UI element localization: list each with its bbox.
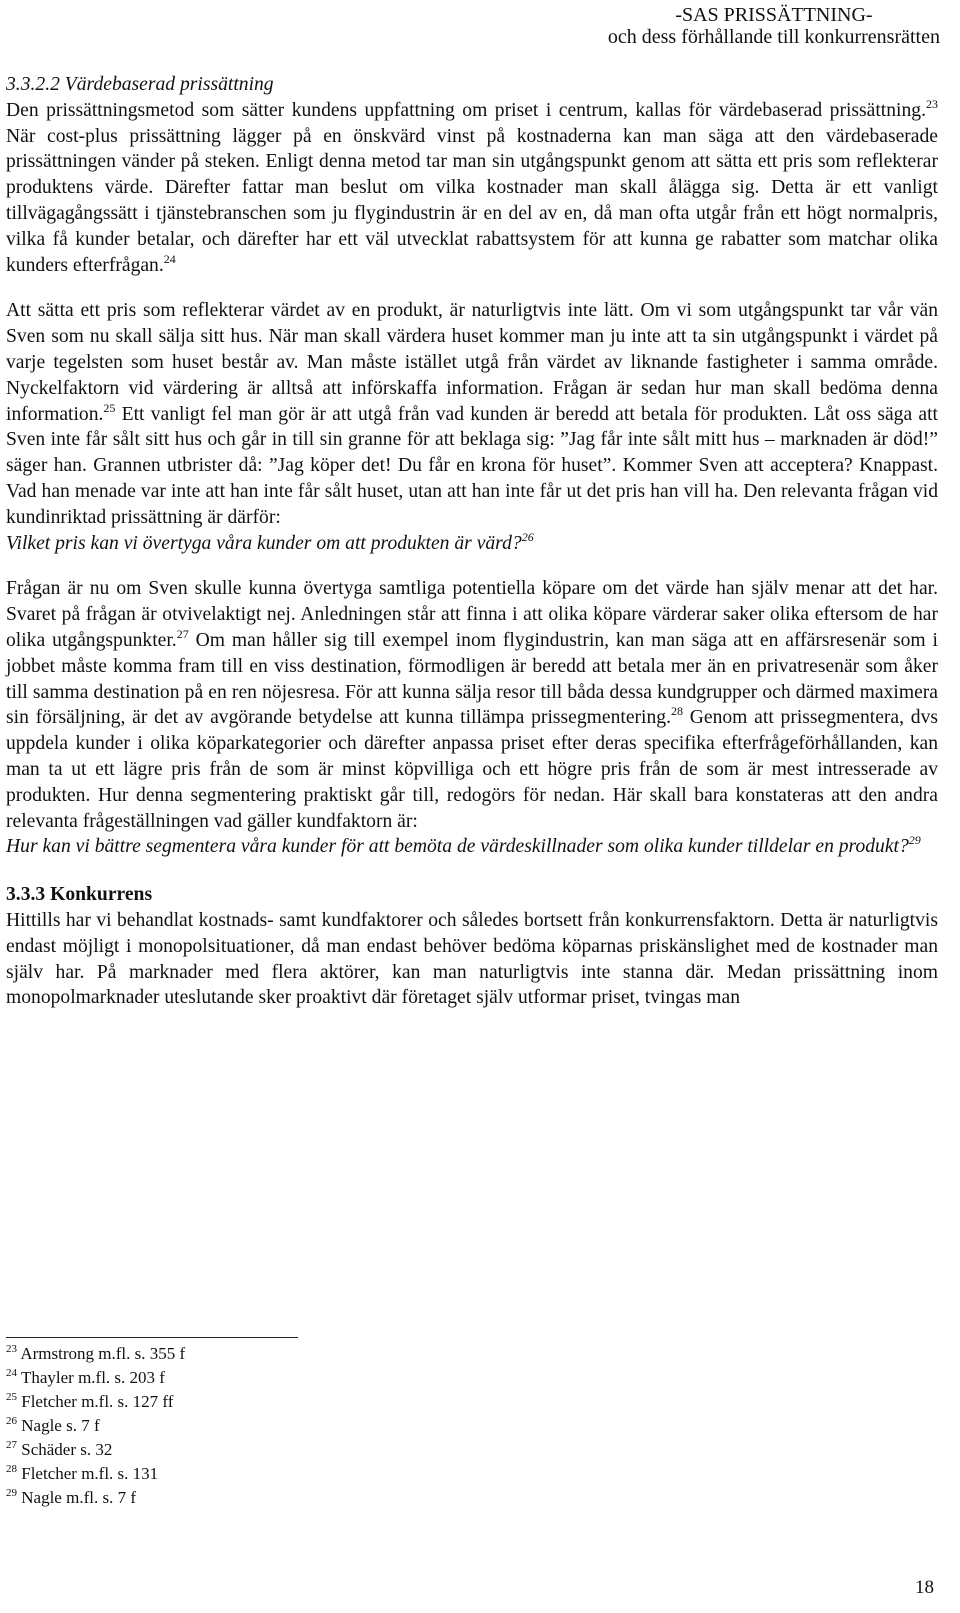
text-span: Att sätta ett pris som reflekterar värdet av en produkt, är naturligtvis inte lätt. Om vi som utgångspunkt tar vår vän Sven som nu skall sälja sitt hus. När man skall värdera huset kommer man ju inte att ta sin utgångspunkt i värdet på varje tegelsten som huset består av. Man måste istället utgå från värdet av liknande fastigheter i samma område. Nyckelfaktorn vid värdering är alltså att införskaffa information. Frågan är sedan hur man skall bedöma denna information. <box>6 300 938 425</box>
paragraph: Hittills har vi behandlat kostnads- samt kundfaktorer och således bortsett från konkurrensfaktorn. Detta är naturligtvis endast möjligt i monopolsituationer, då man endast behöver bedöma köparnas priskänslighet med de kostnader man själv har. På marknader med flera aktörer, kan man naturligtvis inte stanna där. Medan prissättning inom monopolmarknader uteslutande sker proaktivt där företaget själv utformar priset, tvingas man <box>6 909 938 1009</box>
footnote-number: 26 <box>6 1415 17 1427</box>
footnote <box>6 1414 606 1438</box>
footnote-ref: 26 <box>521 529 534 544</box>
footnote-text: Armstrong m.fl. s. 355 f <box>20 1344 186 1363</box>
footnote-ref: 28 <box>670 704 683 719</box>
footnote <box>6 1462 606 1486</box>
paragraph <box>6 576 938 834</box>
footnote-text: Nagle m.fl. s. 7 f <box>21 1488 136 1507</box>
body-text <box>6 72 938 1011</box>
footnote-ref: 24 <box>163 251 176 266</box>
footnote-number: 24 <box>6 1367 17 1379</box>
footnote-ref: 25 <box>103 400 116 415</box>
footnote-text: Fletcher m.fl. s. 127 ff <box>21 1392 174 1411</box>
footnote-text: Thayler m.fl. s. 203 f <box>20 1368 165 1387</box>
footnote-ref: 27 <box>176 626 189 641</box>
footnote-number: 23 <box>6 1343 17 1355</box>
text-span: Frågan är nu om Sven skulle kunna övertyga samtliga potentiella köpare om det värde han själv menar att det har. Svaret på frågan är otvivelaktigt nej. Anledningen står att finna i att olika köpare värderar saker olika eftersom de har olika utgångspunkter. <box>6 578 938 651</box>
footnote-text: Schäder s. 32 <box>21 1440 113 1459</box>
footnote <box>6 1390 606 1414</box>
header-title: -SAS PRISSÄTTNING- <box>675 4 873 26</box>
text-span: Vilket pris kan vi övertyga våra kunder om att produkten är värd? <box>6 532 522 554</box>
key-question <box>6 531 938 557</box>
footnote-text: Fletcher m.fl. s. 131 <box>21 1464 159 1483</box>
text-span: Hur kan vi bättre segmentera våra kunder för att bemöta de värdeskillnader som olika kunder tilldelar en produkt? <box>6 836 909 858</box>
footnote-text: Nagle s. 7 f <box>21 1416 100 1435</box>
text-span: Ett vanligt fel man gör är att utgå från vad kunden är beredd att betala för produkten. Låt oss säga att Sven inte får sålt sitt hus och går in till sin granne för att beklaga sig: ”Jag får inte sålt mitt hus – marknaden är död!” säger han. Grannen utbrister då: ”Jag köper det! Du får en krona för huset”. Kommer Sven att acceptera? Knappast. Vad han menade var inte att han inte får sålt huset, utan att han inte får ut det pris han vill ha. Den relevanta frågan vid kundinriktad prissättning är därför: <box>6 403 938 528</box>
footnote-number: 29 <box>6 1487 17 1499</box>
text-span: När cost-plus prissättning lägger på en önskvärd vinst på kostnaderna kan man säga att den värdebaserade prissättningen vänder på steken. Enligt denna metod tar man sin utgångspunkt genom att sätta ett pris som reflekterar produktens värde. Därefter fattar man beslut om vilka kostnader man skall ålägga sig. Detta är ett vanligt tillvägagångssätt i tjänstebranschen som ju flygindustrin är en del av en, då man ofta utgår från ett högt normalpris, vilka få kunder betalar, och därefter har ett väl utvecklat rabattsystem för att kunna ge rabatter som matchar olika kunders efterfrågan. <box>6 125 938 276</box>
paragraph <box>6 98 938 279</box>
paragraph <box>6 298 938 530</box>
footnote-number: 25 <box>6 1391 17 1403</box>
paragraph-gap <box>6 556 938 576</box>
footnote-divider <box>6 1337 298 1338</box>
section-heading-3322: 3.3.2.2 Värdebaserad prissättning <box>6 74 274 95</box>
footnote <box>6 1366 606 1390</box>
text-span: Den prissättningsmetod som sätter kundens uppfattning om priset i centrum, kallas för värdebaserad prissättning. <box>6 99 926 121</box>
footnote-number: 27 <box>6 1439 17 1451</box>
paragraph-gap <box>6 278 938 298</box>
key-question <box>6 834 938 860</box>
header-subtitle: och dess förhållande till konkurrensrätten <box>607 26 940 48</box>
section-heading-333: 3.3.3 Konkurrens <box>6 884 153 906</box>
text-span: Genom att prissegmentera, dvs uppdela kunder i olika köparkategorier och därefter anpassa priset efter deras specifika efterfrågeförhållanden, kan man ta ut ett lägre pris från de som är minst köpvilliga och ett högre pris från de som är mest intresserade av produkten. Hur denna segmentering praktiskt går till, redogörs för nedan. Här skall bara konstateras att den andra relevanta frågeställningen vad gäller kundfaktorn är: <box>6 707 938 832</box>
text-span: Om man håller sig till exempel inom flygindustrin, kan man säga att en affärsresenär som i jobbet måste komma fram till en viss destination, förmodligen är beredd att betala mer än en privatresenär som åker till samma destination på en ren nöjesresa. För att kunna sälja resor till båda dessa kundgrupper och därmed maximera sin försäljning, är det av avgörande betydelse att kunna tillämpa prissegmentering. <box>6 629 939 729</box>
footnote-number: 28 <box>6 1463 17 1475</box>
footnote-ref: 23 <box>926 96 938 111</box>
running-header <box>608 4 940 48</box>
page-number: 18 <box>915 1577 934 1598</box>
footnotes <box>6 1342 606 1510</box>
footnote <box>6 1438 606 1462</box>
footnote <box>6 1342 606 1366</box>
footnote-ref: 29 <box>908 833 921 848</box>
footnote <box>6 1486 606 1510</box>
